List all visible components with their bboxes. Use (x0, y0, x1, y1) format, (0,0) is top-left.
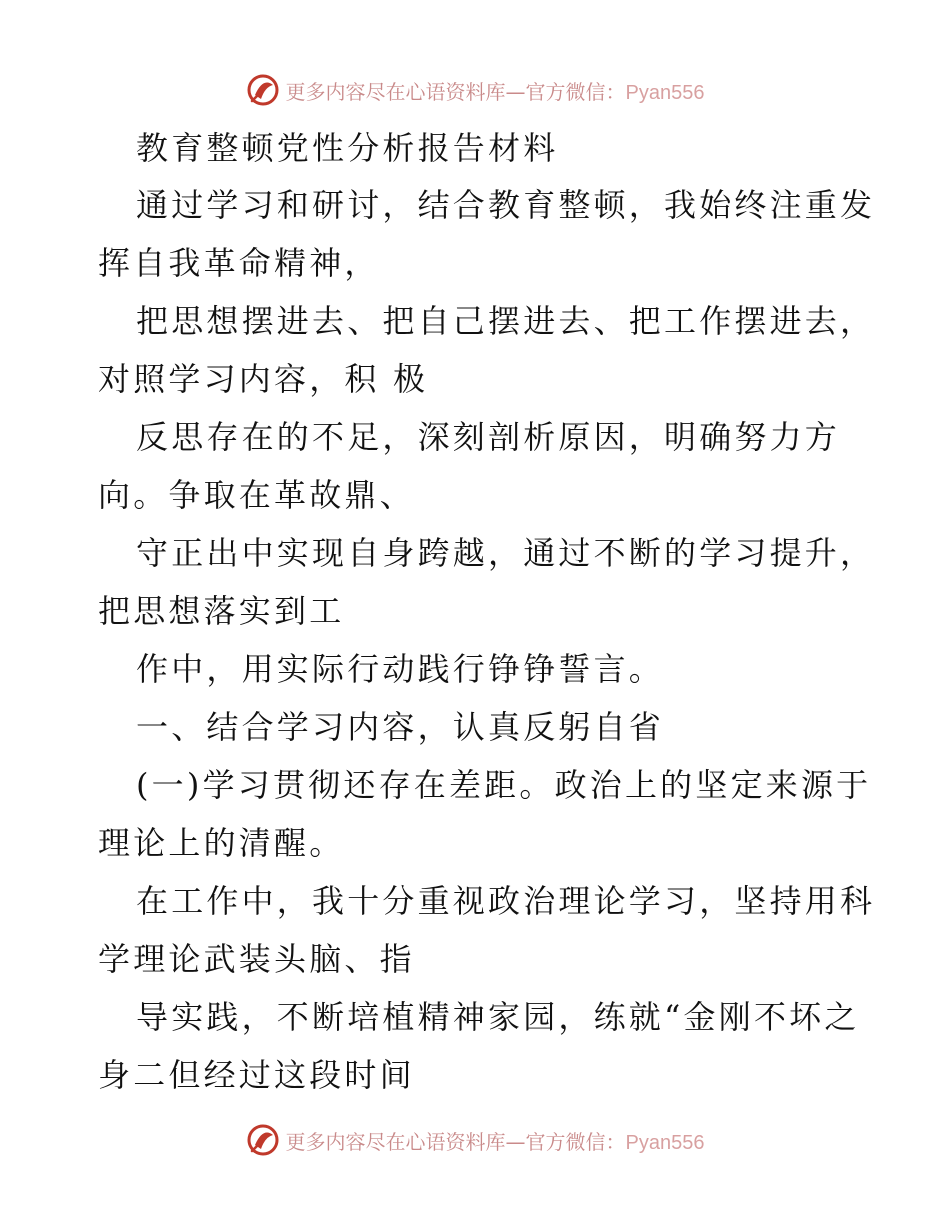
watermark-site: 更多内容尽在心语资料库 (285, 1129, 506, 1154)
paragraph-line: 导实践，不断培植精神家园，练就“金刚不坏之 (136, 998, 860, 1036)
watermark-site: 更多内容尽在心语资料库 (285, 79, 506, 104)
watermark-header (0, 70, 950, 110)
watermark-separator: — (505, 1129, 526, 1154)
watermark-id: Pyan556 (625, 81, 705, 104)
paragraph-line: 理论上的清醒。 (98, 824, 345, 862)
paragraph-line: 学理论武装头脑、指 (98, 940, 415, 978)
paragraph-line: 作中，用实际行动践行铮铮誓言。 (136, 650, 665, 688)
paragraph-line: 向。争取在革故鼎、 (98, 476, 415, 514)
subsection-heading: (一)学习贯彻还存在差距。政治上的坚定来源于 (136, 766, 872, 804)
paragraph-line: 通过学习和研讨，结合教育整顿，我始终注重发 (136, 186, 876, 224)
paragraph-line: 身二但经过这段时间 (98, 1056, 415, 1094)
watermark-label: 官方微信： (525, 1129, 626, 1154)
watermark-id: Pyan556 (625, 1131, 705, 1154)
paragraph-line: 守正出中实现自身跨越，通过不断的学习提升， (136, 534, 876, 572)
watermark-text (286, 76, 705, 105)
watermark-text (286, 1126, 705, 1155)
watermark-label: 官方微信： (525, 79, 626, 104)
brand-logo-icon (246, 73, 280, 107)
document-title: 教育整顿党性分析报告材料 (136, 129, 559, 167)
watermark-footer (0, 1120, 950, 1160)
watermark-separator: — (505, 79, 526, 104)
section-heading: 一、结合学习内容，认真反躬自省 (136, 708, 665, 746)
paragraph-line: 反思存在的不足，深刻剖析原因，明确努力方 (136, 418, 841, 456)
paragraph-line: 在工作中，我十分重视政治理论学习，坚持用科 (136, 882, 876, 920)
paragraph-line: 对照学习内容，积 极 (98, 360, 429, 398)
paragraph-line: 把思想落实到工 (98, 592, 345, 630)
paragraph-line: 挥自我革命精神， (98, 244, 380, 282)
paragraph-line: 把思想摆进去、把自己摆进去、把工作摆进去， (136, 302, 876, 340)
brand-logo-icon (246, 1123, 280, 1157)
